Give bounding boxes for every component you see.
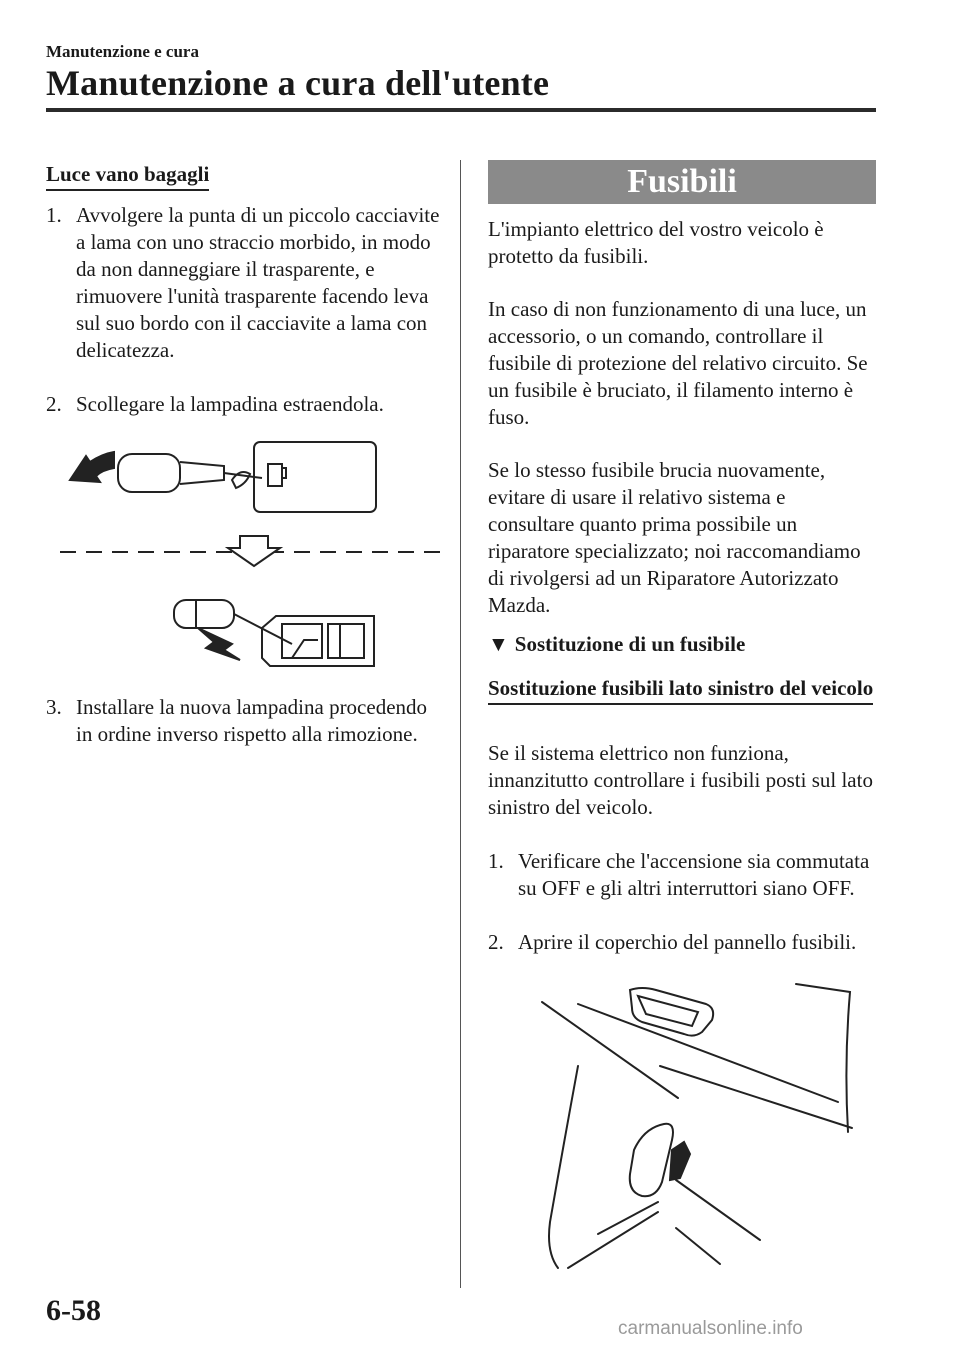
triangle-down-icon: ▼ bbox=[488, 632, 509, 656]
left-step-2: 2. Scollegare la lampadina estraendola. bbox=[46, 392, 384, 416]
right-step-1: 1. Verificare che l'accensione sia commutata su OFF e gli altri interruttori siano OFF. bbox=[488, 849, 870, 900]
repeat-fault-paragraph: Se lo stesso fusibile brucia nuovamente, evitare di usare il relativo sistema e consultare quanto prima possibile un riparatore specializzato; noi raccomandiamo di rivolgersi ad un Riparatore Autorizzato Mazda. bbox=[488, 458, 861, 617]
fusibili-banner: Fusibili bbox=[488, 160, 876, 204]
fuse-panel-illustration bbox=[538, 982, 876, 1272]
section-label: Manutenzione e cura bbox=[46, 42, 199, 61]
luce-vano-bagagli-heading: Luce vano bagagli bbox=[46, 160, 209, 189]
page-number: 6-58 bbox=[46, 1294, 101, 1327]
fault-paragraph: In caso di non funzionamento di una luce, un accessorio, o un comando, controllare il fusibile di protezione del relativo circuito. Se un fusibile è bruciato, il filamento interno è fuso. bbox=[488, 297, 868, 429]
left-side-paragraph: Se il sistema elettrico non funziona, innanzitutto controllare i fusibili posti sul lato sinistro del veicolo. bbox=[488, 741, 873, 819]
right-step-2: 2. Aprire il coperchio del pannello fusibili. bbox=[488, 930, 857, 954]
watermark: carmanualsonline.info bbox=[618, 1318, 803, 1339]
trunk-light-illustration bbox=[56, 440, 446, 690]
column-divider bbox=[460, 160, 461, 1288]
intro-paragraph: L'impianto elettrico del vostro veicolo è protetto da fusibili. bbox=[488, 217, 824, 268]
title-rule bbox=[46, 108, 876, 112]
left-step-1: 1. Avvolgere la punta di un piccolo cacciavite a lama con uno straccio morbido, in modo da non danneggiare il trasparente, e rimuovere l'unità trasparente facendo leva sul suo bordo con il cacciavite a lama con delicatezza. bbox=[46, 203, 440, 362]
sostituzione-heading: ▼ Sostituzione di un fusibile bbox=[488, 632, 746, 656]
left-side-fuses-heading: Sostituzione fusibili lato sinistro del veicolo bbox=[488, 674, 876, 703]
page-title: Manutenzione a cura dell'utente bbox=[46, 63, 550, 103]
left-step-3: 3. Installare la nuova lampadina procedendo in ordine inverso rispetto alla rimozione. bbox=[46, 695, 428, 746]
